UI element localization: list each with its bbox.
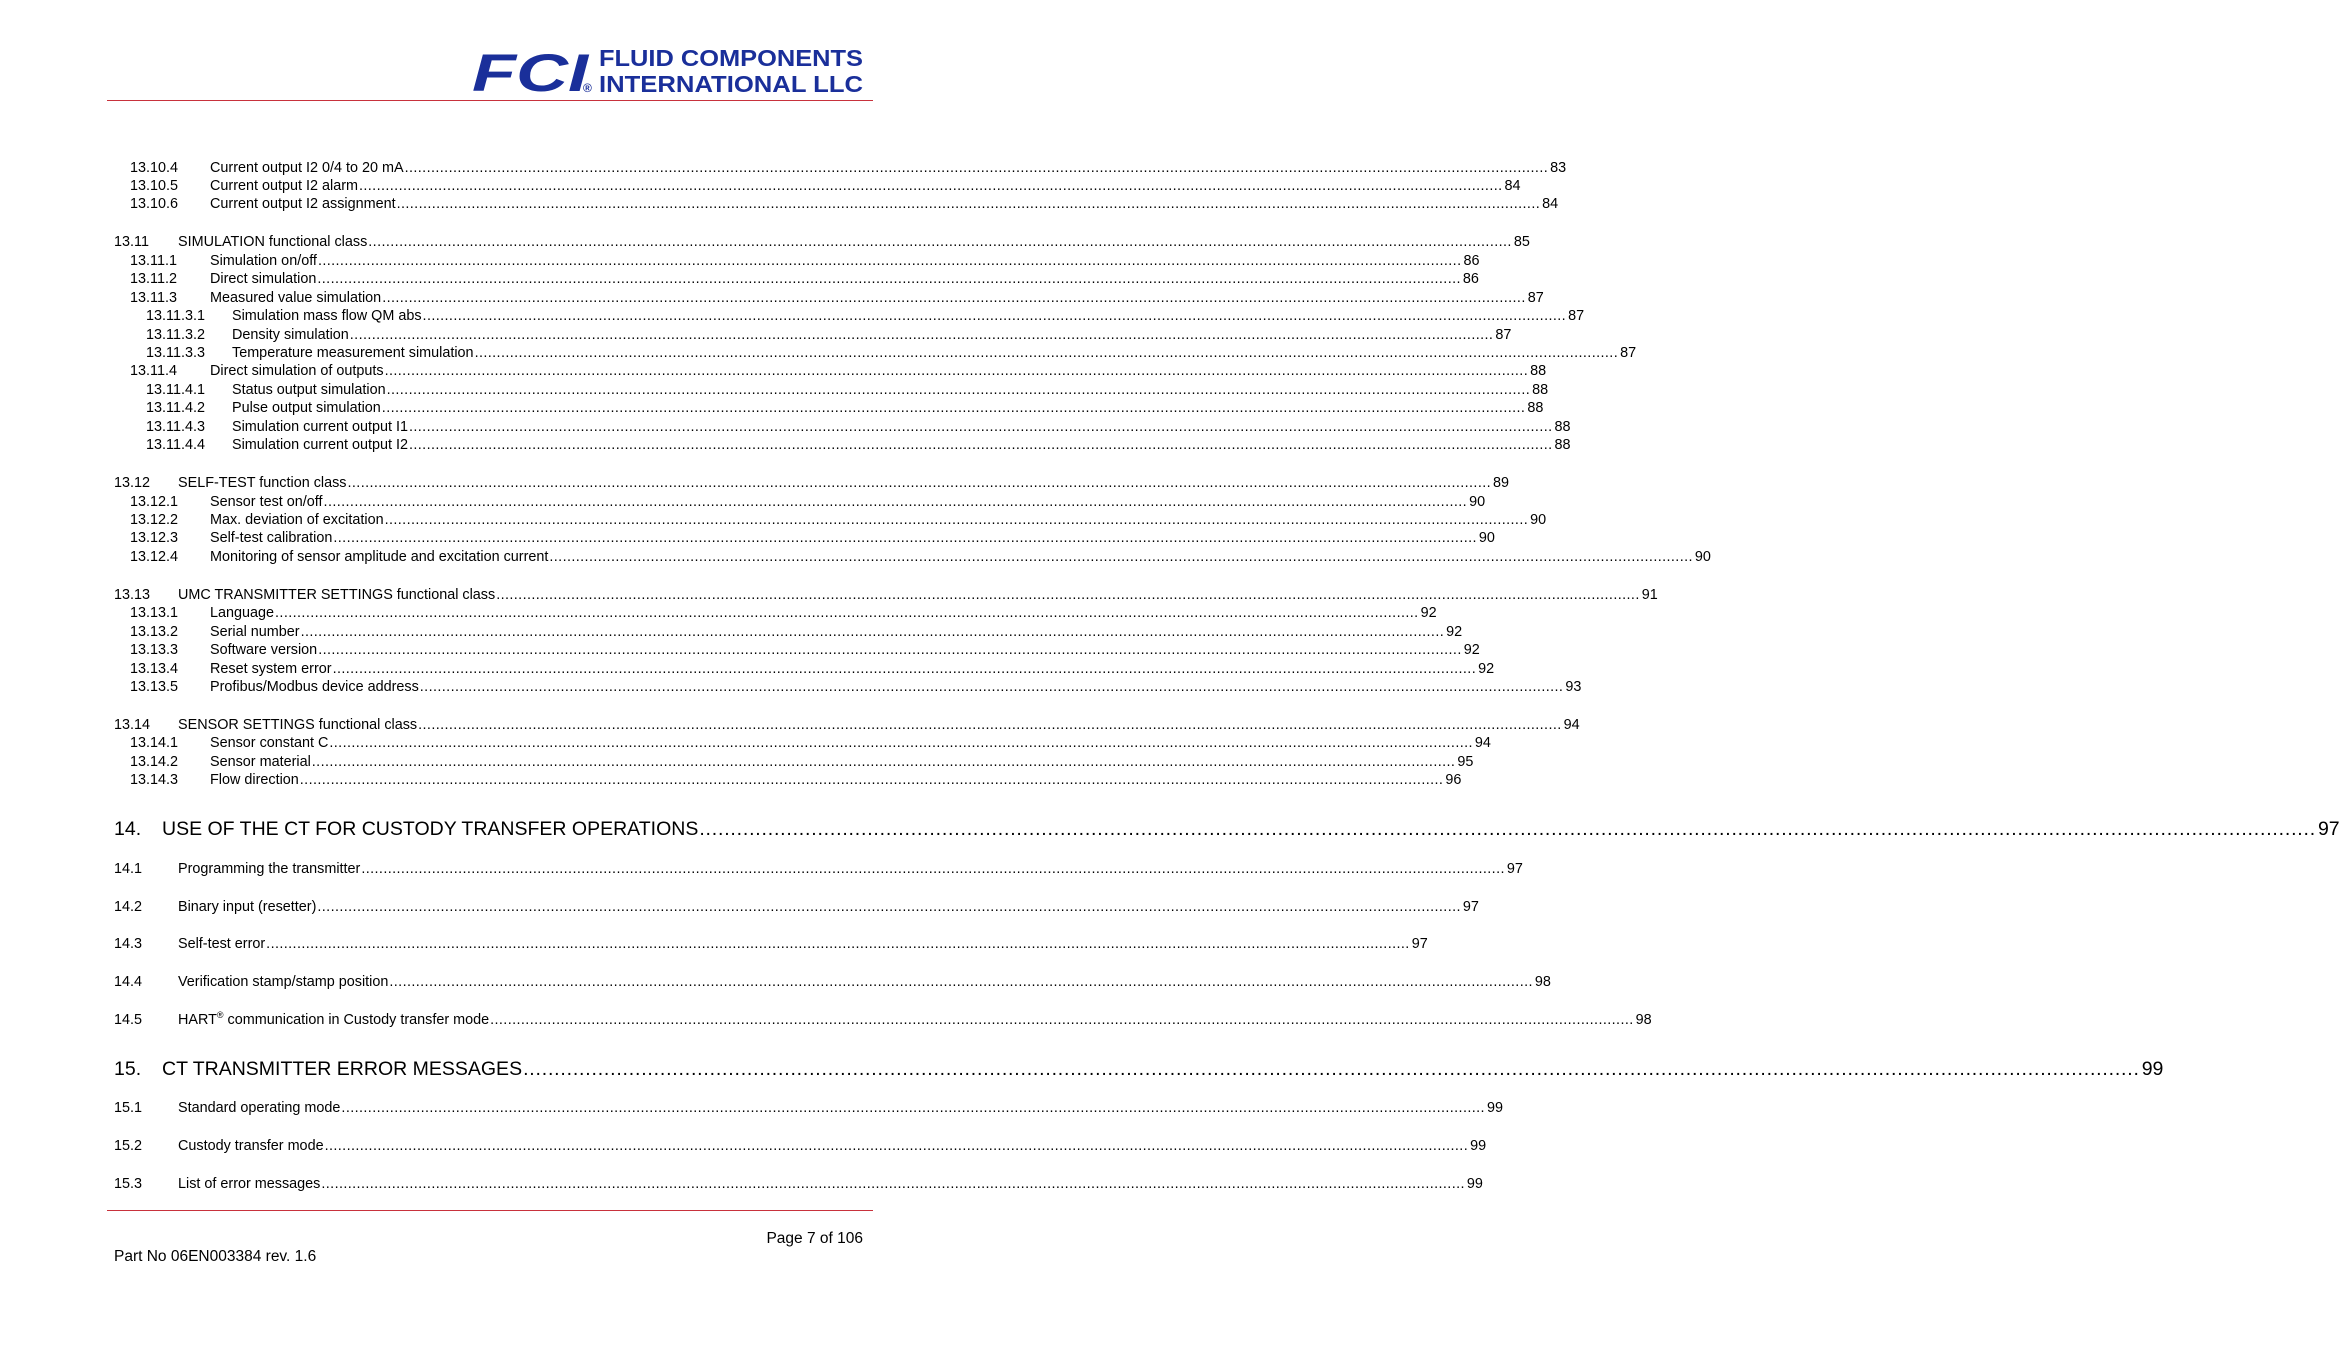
- toc-number: 14.2: [114, 899, 143, 915]
- toc-title: Programming the transmitter: [178, 861, 361, 877]
- toc-entry[interactable]: [146, 344, 1637, 363]
- toc-page: 88: [1530, 363, 1547, 379]
- toc-page: 88: [1554, 437, 1571, 453]
- toc-title: Flow direction: [210, 772, 299, 788]
- toc-leader: ....................................................................................................................................................................................................................................................................: [266, 936, 1410, 952]
- toc-title: Serial number: [210, 624, 300, 640]
- toc-title: Current output I2 assignment: [210, 196, 396, 212]
- toc-title: Self-test calibration: [210, 530, 333, 546]
- toc-number: 13.11.1: [130, 253, 177, 269]
- toc-number: 14.5: [114, 1012, 143, 1028]
- toc-leader: ....................................................................................................................................................................................................................................................................: [317, 271, 1461, 287]
- toc-chapter-entry[interactable]: [114, 816, 2340, 842]
- toc-number: 14.: [114, 818, 142, 840]
- toc-page: 94: [1474, 735, 1491, 751]
- toc-number: 13.14.2: [130, 754, 179, 770]
- toc-entry[interactable]: [146, 418, 1571, 437]
- toc-entry[interactable]: [130, 753, 1474, 772]
- toc-page: 90: [1530, 512, 1547, 528]
- toc-leader: ....................................................................................................................................................................................................................................................................: [333, 530, 1477, 546]
- toc-title: Measured value simulation: [210, 290, 382, 306]
- toc-title: Software version: [210, 642, 318, 658]
- toc-number: 13.14.1: [130, 735, 179, 751]
- toc-leader: ....................................................................................................................................................................................................................................................................: [408, 437, 1553, 453]
- toc-title: Self-test error: [178, 936, 266, 952]
- toc-number: 13.13.2: [130, 624, 179, 640]
- toc-entry[interactable]: [130, 641, 1480, 660]
- toc-page: 92: [1446, 624, 1463, 640]
- toc-title: Simulation on/off: [210, 253, 317, 269]
- toc-entry[interactable]: [130, 177, 1521, 196]
- toc-title: CT TRANSMITTER ERROR MESSAGES: [162, 1058, 523, 1080]
- toc-page: 88: [1527, 400, 1544, 416]
- toc-leader: ....................................................................................................................................................................................................................................................................: [474, 345, 1619, 361]
- toc-number: 13.12.4: [130, 549, 179, 565]
- toc-number: 13.12.3: [130, 530, 179, 546]
- toc-leader: ....................................................................................................................................................................................................................................................................: [384, 363, 1529, 379]
- toc-number: 13.12.1: [130, 494, 179, 510]
- toc-entry[interactable]: [114, 973, 1551, 992]
- toc-page: 88: [1554, 419, 1571, 435]
- toc-entry[interactable]: [146, 381, 1549, 400]
- header-divider: [107, 100, 873, 101]
- toc-page: 92: [1420, 605, 1437, 621]
- toc-entry[interactable]: [114, 586, 1658, 605]
- toc-title: HART® communication in Custody transfer mode: [178, 1010, 490, 1028]
- toc-leader: ....................................................................................................................................................................................................................................................................: [496, 587, 1640, 603]
- part-number: Part No 06EN003384 rev. 1.6: [114, 1248, 317, 1265]
- toc-number: 13.10.4: [130, 160, 179, 176]
- toc-number: 13.13.3: [130, 642, 179, 658]
- toc-entry[interactable]: [146, 326, 1512, 345]
- toc-number: 15.3: [114, 1176, 143, 1192]
- toc-entry[interactable]: [130, 604, 1437, 623]
- toc-number: 13.13.1: [130, 605, 179, 621]
- toc-leader: ....................................................................................................................................................................................................................................................................: [329, 735, 1473, 751]
- toc-leader: ....................................................................................................................................................................................................................................................................: [418, 717, 1562, 733]
- toc-entry[interactable]: [114, 1010, 1652, 1030]
- toc-entry[interactable]: [130, 511, 1547, 530]
- toc-number: 13.14: [114, 717, 151, 733]
- toc-title: UMC TRANSMITTER SETTINGS functional class: [178, 587, 496, 603]
- toc-leader: ....................................................................................................................................................................................................................................................................: [323, 494, 1468, 510]
- toc-leader: ....................................................................................................................................................................................................................................................................: [321, 1176, 1465, 1192]
- toc-page: 84: [1504, 178, 1521, 194]
- toc-page: 90: [1694, 549, 1711, 565]
- toc-leader: ....................................................................................................................................................................................................................................................................: [386, 382, 1531, 398]
- toc-leader: ....................................................................................................................................................................................................................................................................: [318, 642, 1462, 658]
- toc-title: SIMULATION functional class: [178, 234, 368, 250]
- toc-leader: ....................................................................................................................................................................................................................................................................: [490, 1012, 1634, 1028]
- toc-number: 13.12.2: [130, 512, 179, 528]
- toc-leader: ....................................................................................................................................................................................................................................................................: [341, 1100, 1485, 1116]
- toc-leader: ....................................................................................................................................................................................................................................................................: [699, 818, 2316, 840]
- toc-title: Binary input (resetter): [178, 899, 317, 915]
- toc-title: Reset system error: [210, 661, 332, 677]
- toc-title: Temperature measurement simulation: [232, 345, 474, 361]
- toc-title: Simulation mass flow QM abs: [232, 308, 422, 324]
- toc-entry[interactable]: [130, 771, 1462, 790]
- toc-leader: ....................................................................................................................................................................................................................................................................: [300, 624, 1445, 640]
- toc-leader: ....................................................................................................................................................................................................................................................................: [404, 160, 1549, 176]
- toc-title: Standard operating mode: [178, 1100, 341, 1116]
- toc-number: 13.11.4.2: [146, 400, 205, 416]
- toc-leader: ....................................................................................................................................................................................................................................................................: [324, 1138, 1469, 1154]
- toc-number: 13.11: [114, 234, 149, 250]
- toc-title: Profibus/Modbus device address: [210, 679, 419, 695]
- toc-page: 88: [1532, 382, 1549, 398]
- toc-page: 91: [1641, 587, 1658, 603]
- toc-page: 97: [1462, 899, 1479, 915]
- toc-entry[interactable]: [130, 623, 1463, 642]
- toc-page: 86: [1463, 253, 1480, 269]
- toc-leader: ....................................................................................................................................................................................................................................................................: [317, 899, 1461, 915]
- toc-page: 93: [1565, 679, 1582, 695]
- toc-title: Sensor material: [210, 754, 311, 770]
- toc-leader: ....................................................................................................................................................................................................................................................................: [275, 605, 1419, 621]
- toc-number: 13.11.2: [130, 271, 177, 287]
- toc-title: List of error messages: [178, 1176, 321, 1192]
- toc-entry[interactable]: [114, 1137, 1487, 1156]
- toc-number: 15.1: [114, 1100, 143, 1116]
- toc-number: 13.11.4.4: [146, 437, 205, 453]
- toc-number: 13.11.3.2: [146, 327, 205, 343]
- fci-logo-mark: FCI: [472, 44, 590, 103]
- toc-leader: ....................................................................................................................................................................................................................................................................: [358, 178, 1503, 194]
- toc-page: 98: [1534, 974, 1551, 990]
- toc-entry[interactable]: [130, 195, 1559, 214]
- toc-leader: ....................................................................................................................................................................................................................................................................: [381, 400, 1526, 416]
- toc-title: Pulse output simulation: [232, 400, 381, 416]
- toc-page: 84: [1542, 196, 1559, 212]
- toc-leader: ....................................................................................................................................................................................................................................................................: [389, 974, 1533, 990]
- toc-title: Current output I2 alarm: [210, 178, 358, 194]
- toc-title: Density simulation: [232, 327, 349, 343]
- toc-leader: ....................................................................................................................................................................................................................................................................: [419, 679, 1564, 695]
- toc-page: 92: [1463, 642, 1480, 658]
- toc-entry[interactable]: [114, 860, 1523, 879]
- toc-entry[interactable]: [114, 935, 1428, 954]
- toc-page: 97: [1506, 861, 1523, 877]
- toc-page: 97: [2317, 818, 2340, 840]
- toc-number: 13.13: [114, 587, 151, 603]
- toc-number: 13.12: [114, 475, 151, 491]
- toc-leader: ....................................................................................................................................................................................................................................................................: [396, 196, 1541, 212]
- toc-title: Direct simulation of outputs: [210, 363, 384, 379]
- toc-entry[interactable]: [114, 1099, 1503, 1118]
- toc-leader: ....................................................................................................................................................................................................................................................................: [332, 661, 1477, 677]
- toc-number: 13.11.3.3: [146, 345, 205, 361]
- page-number: Page 7 of 106: [766, 1230, 863, 1247]
- toc-page: 87: [1527, 290, 1544, 306]
- company-name-line2: INTERNATIONAL LLC: [599, 71, 863, 97]
- toc-page: 99: [2141, 1058, 2164, 1080]
- toc-title: Custody transfer mode: [178, 1138, 324, 1154]
- fci-logo: [472, 44, 864, 103]
- toc-number: 13.10.5: [130, 178, 179, 194]
- toc-title: Simulation current output I1: [232, 419, 408, 435]
- toc-page: 87: [1495, 327, 1512, 343]
- toc-page: 94: [1563, 717, 1580, 733]
- toc-entry[interactable]: [146, 399, 1544, 418]
- toc-title: Current output I2 0/4 to 20 mA: [210, 160, 404, 176]
- toc-leader: ....................................................................................................................................................................................................................................................................: [361, 861, 1505, 877]
- toc-entry[interactable]: [114, 1175, 1483, 1194]
- toc-entry[interactable]: [114, 474, 1510, 493]
- toc-page: 99: [1486, 1100, 1503, 1116]
- toc-title: SELF-TEST function class: [178, 475, 347, 491]
- toc-leader: ....................................................................................................................................................................................................................................................................: [347, 475, 1492, 491]
- toc-leader: ....................................................................................................................................................................................................................................................................: [549, 549, 1693, 565]
- toc-page: 97: [1411, 936, 1428, 952]
- toc-title: Verification stamp/stamp position: [178, 974, 389, 990]
- toc-leader: ....................................................................................................................................................................................................................................................................: [384, 512, 1529, 528]
- toc-leader: ....................................................................................................................................................................................................................................................................: [408, 419, 1553, 435]
- toc-entry[interactable]: [130, 270, 1479, 289]
- toc-title: Sensor test on/off: [210, 494, 323, 510]
- toc-title: Sensor constant C: [210, 735, 329, 751]
- toc-title: Language: [210, 605, 275, 621]
- toc-entry[interactable]: [130, 678, 1582, 697]
- toc-entry[interactable]: [130, 252, 1480, 271]
- toc-page: 86: [1462, 271, 1479, 287]
- toc-page: 83: [1550, 160, 1567, 176]
- toc-title: USE OF THE CT FOR CUSTODY TRANSFER OPERATIONS: [162, 818, 699, 840]
- toc-entry[interactable]: [146, 436, 1571, 455]
- toc-leader: ....................................................................................................................................................................................................................................................................: [382, 290, 1526, 306]
- toc-number: 13.11.4: [130, 363, 177, 379]
- toc-entry[interactable]: [114, 233, 1530, 252]
- toc-chapter-entry[interactable]: [114, 1056, 2164, 1082]
- toc-page: 95: [1457, 754, 1474, 770]
- toc-number: 15.: [114, 1058, 142, 1080]
- toc-page: 98: [1635, 1012, 1652, 1028]
- toc-title: Simulation current output I2: [232, 437, 408, 453]
- toc-page: 89: [1493, 475, 1510, 491]
- toc-entry[interactable]: [114, 716, 1580, 735]
- toc-entry[interactable]: [130, 548, 1711, 567]
- toc-title: Monitoring of sensor amplitude and excitation current: [210, 549, 549, 565]
- toc-entry[interactable]: [130, 289, 1544, 308]
- toc-number: 13.11.3.1: [146, 308, 205, 324]
- toc-page: 96: [1445, 772, 1462, 788]
- toc-number: 13.13.5: [130, 679, 179, 695]
- toc-number: 13.14.3: [130, 772, 179, 788]
- toc-page: 90: [1478, 530, 1495, 546]
- toc-page: 87: [1568, 308, 1585, 324]
- toc-page: 90: [1469, 494, 1486, 510]
- company-name-line1: FLUID COMPONENTS: [599, 45, 863, 71]
- toc-leader: ....................................................................................................................................................................................................................................................................: [523, 1058, 2140, 1080]
- toc-entry[interactable]: [130, 734, 1491, 753]
- toc-page: 87: [1620, 345, 1637, 361]
- toc-entry[interactable]: [114, 898, 1479, 917]
- toc-page: 99: [1466, 1176, 1483, 1192]
- toc-leader: ....................................................................................................................................................................................................................................................................: [299, 772, 1444, 788]
- toc-leader: ....................................................................................................................................................................................................................................................................: [422, 308, 1567, 324]
- toc-page: 99: [1470, 1138, 1487, 1154]
- toc-number: 14.4: [114, 974, 143, 990]
- toc-number: 13.10.6: [130, 196, 179, 212]
- toc-title: SENSOR SETTINGS functional class: [178, 717, 418, 733]
- toc-title: Status output simulation: [232, 382, 386, 398]
- toc-leader: ....................................................................................................................................................................................................................................................................: [368, 234, 1512, 250]
- toc-entry[interactable]: [130, 529, 1495, 548]
- toc-title: Max. deviation of excitation: [210, 512, 384, 528]
- toc-page: 92: [1478, 661, 1495, 677]
- toc-number: 14.3: [114, 936, 143, 952]
- toc-page: 85: [1513, 234, 1530, 250]
- fci-logo-registered: ®: [583, 81, 592, 95]
- toc-entry[interactable]: [130, 660, 1495, 679]
- toc-entry[interactable]: [130, 493, 1486, 512]
- toc-title: Direct simulation: [210, 271, 317, 287]
- footer-divider: [107, 1210, 873, 1211]
- toc-entry[interactable]: [146, 307, 1585, 326]
- toc-leader: ....................................................................................................................................................................................................................................................................: [311, 754, 1456, 770]
- registered-mark: ®: [216, 1010, 224, 1020]
- toc-number: 13.13.4: [130, 661, 179, 677]
- toc-number: 13.11.4.1: [146, 382, 205, 398]
- toc-leader: ....................................................................................................................................................................................................................................................................: [317, 253, 1462, 269]
- toc-leader: ....................................................................................................................................................................................................................................................................: [349, 327, 1494, 343]
- toc-number: 15.2: [114, 1138, 143, 1154]
- toc-entry[interactable]: [130, 362, 1547, 381]
- toc-number: 13.11.4.3: [146, 419, 205, 435]
- toc-number: 13.11.3: [130, 290, 177, 306]
- toc-number: 14.1: [114, 861, 143, 877]
- toc-entry[interactable]: [130, 159, 1567, 178]
